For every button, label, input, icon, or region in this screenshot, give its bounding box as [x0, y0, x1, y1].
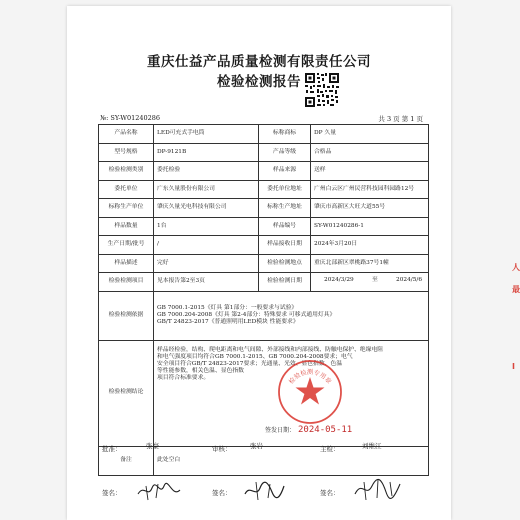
- product-name-label: 产品名称: [99, 125, 154, 144]
- seal-text: 检验检测专用章: [287, 368, 333, 385]
- client-address-value: 广州白云区广州民营科技园科园路12号: [311, 180, 429, 199]
- sample-source-label: 样品来源: [259, 162, 311, 181]
- note-label: 备注: [99, 446, 154, 475]
- client-address-label: 委托单位地址: [259, 180, 311, 199]
- test-type-value: 委托检验: [154, 162, 259, 181]
- side-seal-char: Ⅰ: [512, 362, 515, 371]
- conclusion-line: 安全项目符合GB/T 24823-2017要求；光通量、光效、显色指数、色温: [157, 360, 343, 367]
- producer-address-value: 肇庆市高新区大旺大道55号: [311, 199, 429, 218]
- conclusion-line: 项目符合标准要求。: [157, 375, 210, 382]
- qr-code-icon[interactable]: [304, 72, 340, 108]
- sign-date-value: 2024-05-11: [298, 424, 353, 435]
- quantity-label: 样品数量: [99, 217, 154, 236]
- condition-label: 样品描述: [99, 254, 154, 273]
- inspector-label: 主检：: [320, 445, 340, 453]
- reviewer-name: 张岩: [250, 442, 263, 450]
- page-info: 共 3 页 第 1 页: [378, 115, 423, 123]
- side-seal-char: 人: [512, 263, 520, 272]
- standard-label: 检验检测依据: [99, 291, 154, 340]
- conclusion-line: 等性能参数，相关色温、显色指数: [157, 368, 244, 375]
- producer-label: 标称生产单位: [99, 199, 154, 218]
- model-label: 型号规格: [99, 143, 154, 162]
- report-sheet: [67, 6, 451, 520]
- report-table: [98, 124, 429, 476]
- note-value: 此处空白: [154, 446, 429, 475]
- test-items-label: 检验检测项目: [99, 273, 154, 292]
- period-from: 2024/3/29: [324, 277, 354, 283]
- brand-value: DP 久量: [311, 125, 429, 144]
- production-date-label: 生产日期/批号: [99, 236, 154, 255]
- sign-date-block: [265, 425, 352, 436]
- producer-value: 肇庆久量光电科技有限公司: [154, 199, 259, 218]
- reviewer-signature-icon: [242, 478, 286, 502]
- period-to: 2024/5/6: [396, 277, 423, 283]
- company-title: 重庆仕益产品质量检测有限责任公司: [147, 54, 371, 70]
- sample-number-label: 样品编号: [259, 217, 311, 236]
- test-place-value: 重庆北部新区翠桃路37号1幢: [311, 254, 429, 273]
- quantity-value: 1台: [154, 217, 259, 236]
- inspector-sign-label: 签名：: [320, 489, 340, 497]
- standard-line: GB 7000.1-2015《灯具 第1部分：一般要求与试验》: [157, 304, 298, 311]
- sign-date-label: 签发日期：: [265, 426, 296, 434]
- condition-value: 完好: [154, 254, 259, 273]
- approver-sign-label: 签名：: [102, 489, 122, 497]
- reviewer-label: 审核：: [212, 445, 232, 453]
- test-period-value: [311, 273, 429, 292]
- brand-label: 标称商标: [259, 125, 311, 144]
- conclusion-line: 和电气强度项目均符合GB 7000.1-2015、GB 7000.204-2008要求；电气: [157, 353, 353, 360]
- product-name-value: LED可充式手电筒: [154, 125, 259, 144]
- inspector-name: 刘维江: [362, 442, 382, 450]
- approver-name: 张豪: [146, 442, 159, 450]
- test-type-label: 检验检测类别: [99, 162, 154, 181]
- client-value: 广东久量股份有限公司: [154, 180, 259, 199]
- sample-source-value: 送样: [311, 162, 429, 181]
- standard-line: GB/T 24823-2017《普通照明用LED模块 性能要求》: [157, 319, 299, 326]
- standard-line: GB 7000.204-2008《灯具 第2-4部分：特殊要求 可移式通用灯具》: [157, 311, 336, 318]
- test-period-label: 检验检测日期: [259, 273, 311, 292]
- conclusion-line: 样品经检验，结构、爬电距离和电气间隙、外部接线和内部接线、防触电保护、绝缘电阻: [157, 346, 384, 353]
- production-date-value: /: [154, 236, 259, 255]
- grade-label: 产品等级: [259, 143, 311, 162]
- model-value: DP-9121B: [154, 143, 259, 162]
- receive-date-label: 样品接收日期: [259, 236, 311, 255]
- receive-date-value: 2024年3月20日: [311, 236, 429, 255]
- standard-value: [154, 291, 429, 340]
- sample-number-value: SY-W01240286-1: [311, 217, 429, 236]
- client-label: 委托单位: [99, 180, 154, 199]
- test-items-value: 见本报告第2至3页: [154, 273, 259, 292]
- side-seal-fragment: [510, 262, 520, 382]
- conclusion-label: 检验检测结论: [99, 340, 154, 446]
- inspection-seal-icon: [277, 359, 343, 425]
- reviewer-sign-label: 签名：: [212, 489, 232, 497]
- report-title: 检验检测报告: [217, 74, 301, 90]
- period-separator: 至: [372, 277, 378, 283]
- approver-signature-icon: [136, 480, 182, 502]
- grade-value: 合格品: [311, 143, 429, 162]
- inspector-signature-icon: [352, 476, 402, 502]
- side-seal-char: 最: [512, 285, 520, 294]
- test-place-label: 检验检测地点: [259, 254, 311, 273]
- approver-label: 批准：: [102, 445, 122, 453]
- producer-address-label: 标称生产地址: [259, 199, 311, 218]
- report-number: №: SY-W01240286: [100, 114, 161, 122]
- conclusion-value: [154, 340, 429, 446]
